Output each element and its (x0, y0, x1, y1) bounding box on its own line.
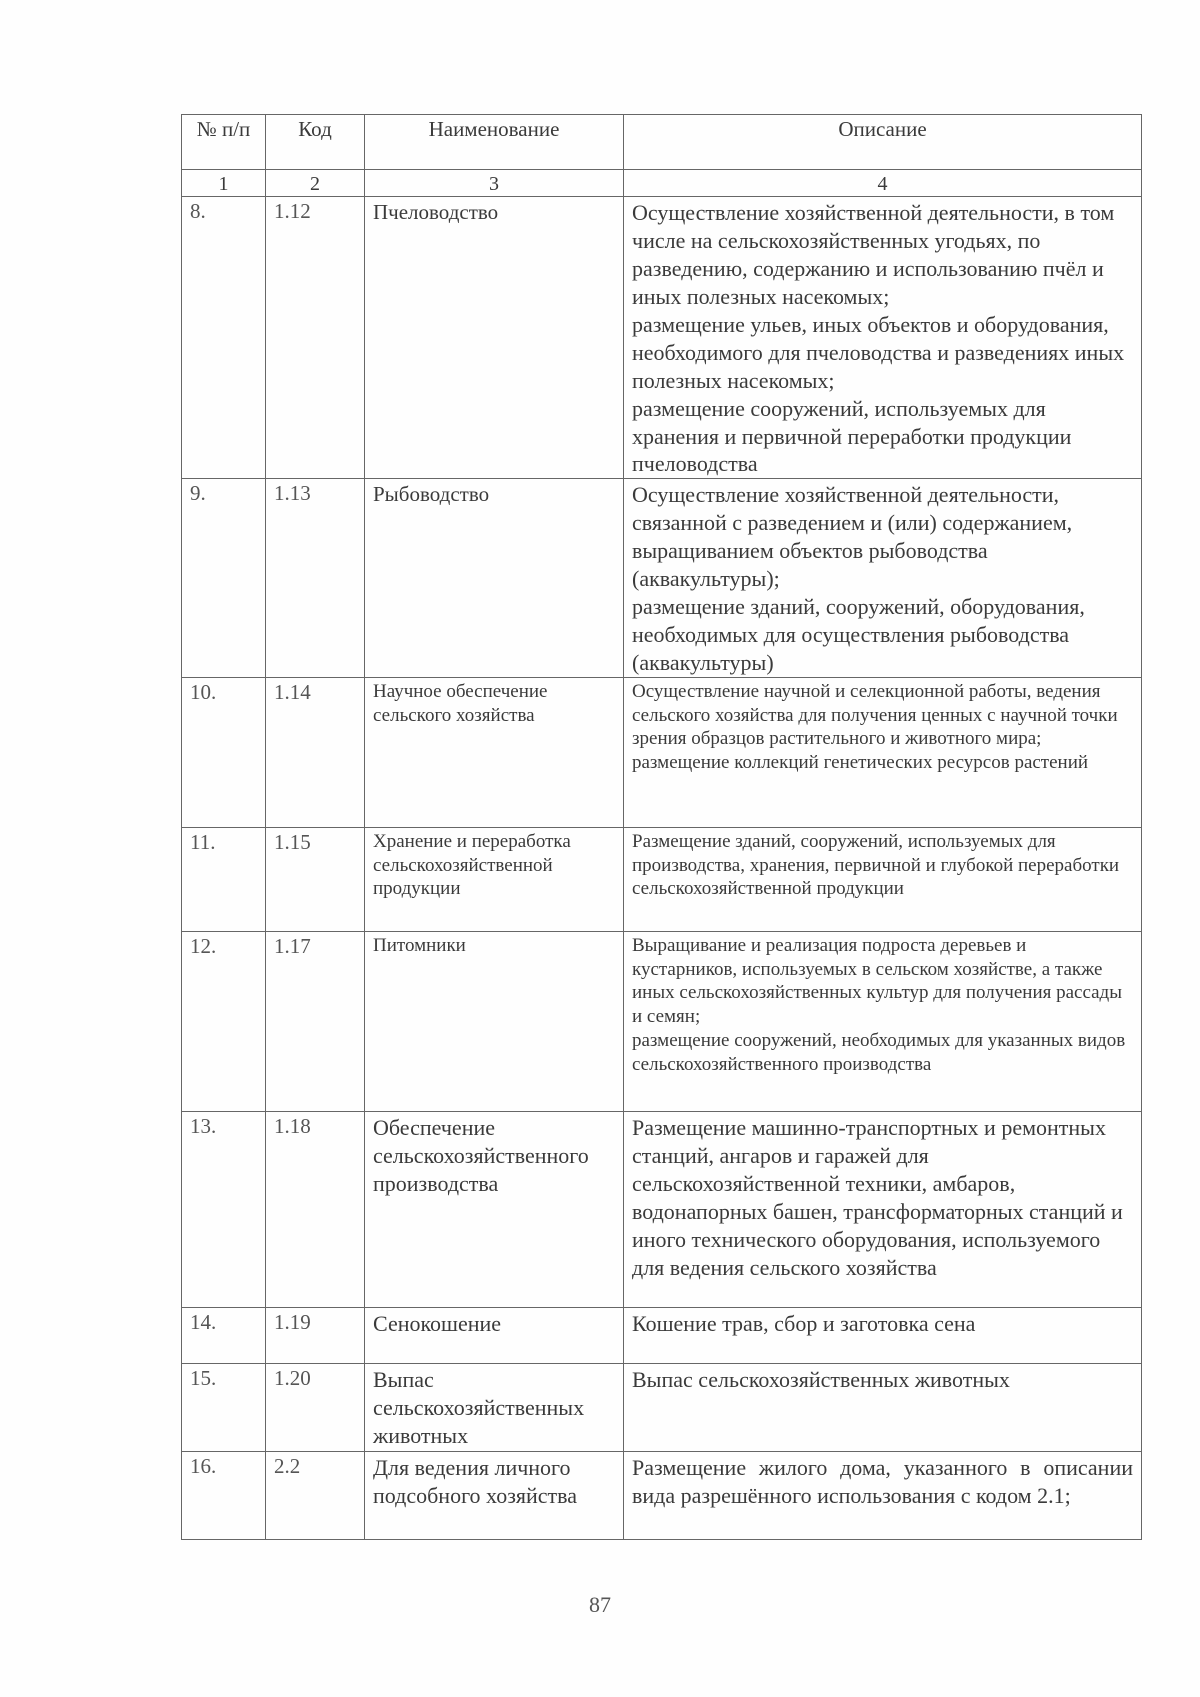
column-index: 2 (266, 170, 365, 197)
description-line: размещение сооружений, используемых для хранения и первичной переработки продукции пчеловодства (632, 395, 1072, 477)
row-name: Научное обеспечение сельского хозяйства (365, 677, 624, 827)
row-number: 11. (182, 827, 266, 931)
header-number: № п/п (182, 115, 266, 170)
column-index: 1 (182, 170, 266, 197)
row-code: 1.14 (266, 677, 365, 827)
header-code: Код (266, 115, 365, 170)
row-code: 1.19 (266, 1307, 365, 1363)
row-number: 10. (182, 677, 266, 827)
row-name: Для ведения личного подсобного хозяйства (365, 1451, 624, 1539)
table-row (182, 1363, 1142, 1451)
row-name: Пчеловодство (365, 197, 624, 479)
row-name: Хранение и переработка сельскохозяйственной продукции (365, 827, 624, 931)
row-name: Сенокошение (365, 1307, 624, 1363)
row-code: 1.20 (266, 1363, 365, 1451)
row-code: 1.13 (266, 479, 365, 678)
row-description (624, 1111, 1142, 1307)
description-line: размещение ульев, иных объектов и оборудования, необходимого для пчеловодства и разведениях иных полезных насекомых; (632, 311, 1125, 393)
description-line: Выпас сельскохозяйственных животных (632, 1366, 1010, 1392)
row-code: 1.15 (266, 827, 365, 931)
row-description (624, 479, 1142, 678)
table-row (182, 479, 1142, 678)
column-index-row (182, 170, 1142, 197)
column-index: 4 (624, 170, 1142, 197)
description-line: Осуществление научной и селекционной работы, ведения сельского хозяйства для получения ценных с научной точки зрения образцов растительного и животного мира; (632, 680, 1118, 750)
description-line: Кошение трав, сбор и заготовка сена (632, 1310, 976, 1336)
table-row (182, 1451, 1142, 1539)
description-line: размещение зданий, сооружений, оборудования, необходимых для осуществления рыбоводства (аквакультуры) (632, 594, 1085, 675)
row-description (624, 827, 1142, 931)
row-name: Обеспечение сельскохозяйственного производства (365, 1111, 624, 1307)
row-number: 15. (182, 1363, 266, 1451)
table-row (182, 197, 1142, 479)
table-row (182, 1307, 1142, 1363)
header-description: Описание (624, 115, 1142, 170)
header-name: Наименование (365, 115, 624, 170)
page-number: 87 (589, 1592, 611, 1617)
table-row (182, 931, 1142, 1111)
table-header-row (182, 115, 1142, 170)
row-number: 16. (182, 1451, 266, 1539)
land-use-table (181, 114, 1142, 1540)
row-name: Питомники (365, 931, 624, 1111)
description-line: размещение сооружений, необходимых для указанных видов сельскохозяйственного производства (632, 1029, 1126, 1075)
row-description (624, 1363, 1142, 1451)
row-name: Рыбоводство (365, 479, 624, 678)
row-description (624, 1451, 1142, 1539)
description-line: Выращивание и реализация подроста деревьев и кустарников, используемых в сельском хозяйстве, а также иных сельскохозяйственных культур для получения рассады и семян; (632, 934, 1122, 1028)
row-number: 12. (182, 931, 266, 1111)
row-description (624, 1307, 1142, 1363)
row-code: 1.12 (266, 197, 365, 479)
row-name: Выпас сельскохозяйственных животных (365, 1363, 624, 1451)
description-line: Размещение машинно-транспортных и ремонтных станций, ангаров и гаражей для сельскохозяйственной техники, амбаров, водонапорных башен, трансформаторных станций и иного технического оборудования, используемого для ведения сельского хозяйства (632, 1114, 1123, 1280)
table-row (182, 1111, 1142, 1307)
row-description (624, 677, 1142, 827)
column-index: 3 (365, 170, 624, 197)
table-row (182, 677, 1142, 827)
row-number: 9. (182, 479, 266, 678)
row-code: 2.2 (266, 1451, 365, 1539)
row-number: 14. (182, 1307, 266, 1363)
row-number: 13. (182, 1111, 266, 1307)
description-line: Размещение зданий, сооружений, используемых для производства, хранения, первичной и глубокой переработки сельскохозяйственной продукции (632, 830, 1120, 900)
row-description (624, 931, 1142, 1111)
description-line: Осуществление хозяйственной деятельности, в том числе на сельскохозяйственных угодьях, по разведению, содержанию и использованию пчёл и иных полезных насекомых; (632, 200, 1115, 309)
description-line: Размещение жилого дома, указанного в описании вида разрешённого использования с кодом 2.1; (632, 1454, 1133, 1508)
row-description (624, 197, 1142, 479)
description-line: размещение коллекций генетических ресурсов растений (632, 752, 1089, 774)
row-number: 8. (182, 197, 266, 479)
table-row (182, 827, 1142, 931)
description-line: Осуществление хозяйственной деятельности, связанной с разведением и (или) содержанием, выращиванием объектов рыбоводства (аквакультуры); (632, 482, 1073, 592)
row-code: 1.18 (266, 1111, 365, 1307)
row-code: 1.17 (266, 931, 365, 1111)
